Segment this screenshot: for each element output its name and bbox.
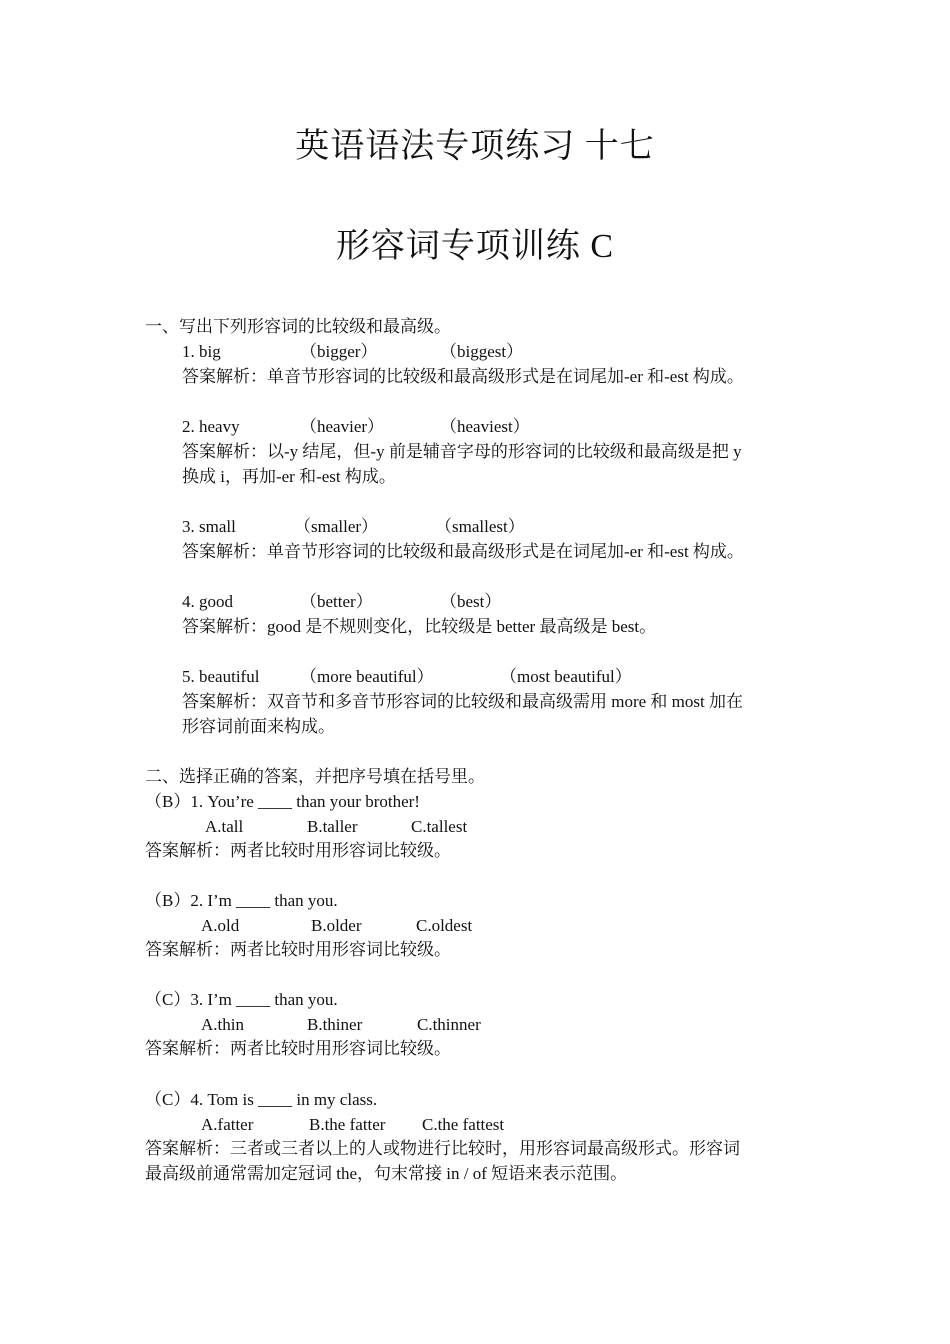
s1-item-superlative: （biggest） [440, 342, 524, 361]
s1-item-analysis: 答案解析：双音节和多音节形容词的比较级和最高级需用 more 和 most 加在 [182, 692, 743, 711]
option-a: A.old [201, 916, 240, 935]
option-a: A.fatter [201, 1115, 254, 1134]
s1-item-comparative: （heavier） [300, 417, 385, 436]
s1-item-comparative: （better） [300, 592, 373, 611]
s2-question-stem: （C）3. I’m ____ than you. [145, 990, 338, 1009]
section1-heading: 一、写出下列形容词的比较级和最高级。 [145, 317, 451, 336]
s1-item-word: 3. small [182, 517, 236, 536]
option-c: C.thinner [417, 1015, 481, 1034]
section2-heading: 二、选择正确的答案，并把序号填在括号里。 [145, 767, 485, 786]
s1-item-superlative: （heaviest） [440, 417, 530, 436]
option-c: C.the fattest [422, 1115, 505, 1134]
s1-item-superlative: （smallest） [435, 517, 525, 536]
document-title: 英语语法专项练习 十七 [295, 128, 655, 165]
s1-item-word: 5. beautiful [182, 667, 260, 686]
option-b: B.thiner [307, 1015, 363, 1034]
s2-question-analysis: 最高级前通常需加定冠词 the，句末常接 in / of 短语来表示范围。 [145, 1164, 628, 1183]
s1-item-analysis: 答案解析：以-y 结尾，但-y 前是辅音字母的形容词的比较级和最高级是把 y [182, 442, 742, 461]
s2-question-analysis: 答案解析：三者或三者以上的人或物进行比较时，用形容词最高级形式。形容词 [145, 1139, 740, 1158]
option-b: B.taller [307, 817, 358, 836]
s2-question-analysis: 答案解析：两者比较时用形容词比较级。 [145, 940, 451, 959]
s2-question-analysis: 答案解析：两者比较时用形容词比较级。 [145, 841, 451, 860]
option-a: A.thin [201, 1015, 244, 1034]
s1-item-analysis: 答案解析：单音节形容词的比较级和最高级形式是在词尾加-er 和-est 构成。 [182, 542, 744, 561]
s2-question-stem: （B）1. You’re ____ than your brother! [145, 792, 420, 811]
s1-item-analysis: 换成 i，再加-er 和-est 构成。 [182, 467, 396, 486]
option-c: C.oldest [416, 916, 473, 935]
s1-item-comparative: （more beautiful） [300, 667, 434, 686]
s1-item-comparative: （bigger） [300, 342, 378, 361]
s1-item-superlative: （best） [440, 592, 502, 611]
s2-question-analysis: 答案解析：两者比较时用形容词比较级。 [145, 1039, 451, 1058]
s1-item-word: 4. good [182, 592, 233, 611]
s1-item-analysis: 形容词前面来构成。 [182, 717, 335, 736]
s1-item-word: 1. big [182, 342, 221, 361]
option-a: A.tall [205, 817, 244, 836]
s1-item-comparative: （smaller） [294, 517, 379, 536]
document-subtitle: 形容词专项训练 C [335, 228, 615, 265]
s1-item-word: 2. heavy [182, 417, 240, 436]
s1-item-superlative: （most beautiful） [500, 667, 632, 686]
option-c: C.tallest [411, 817, 468, 836]
s2-question-stem: （C）4. Tom is ____ in my class. [145, 1090, 378, 1109]
option-b: B.older [311, 916, 362, 935]
s2-question-stem: （B）2. I’m ____ than you. [145, 891, 338, 910]
s1-item-analysis: 答案解析：good 是不规则变化，比较级是 better 最高级是 best。 [182, 617, 657, 636]
s1-item-analysis: 答案解析：单音节形容词的比较级和最高级形式是在词尾加-er 和-est 构成。 [182, 367, 744, 386]
option-b: B.the fatter [309, 1115, 386, 1134]
